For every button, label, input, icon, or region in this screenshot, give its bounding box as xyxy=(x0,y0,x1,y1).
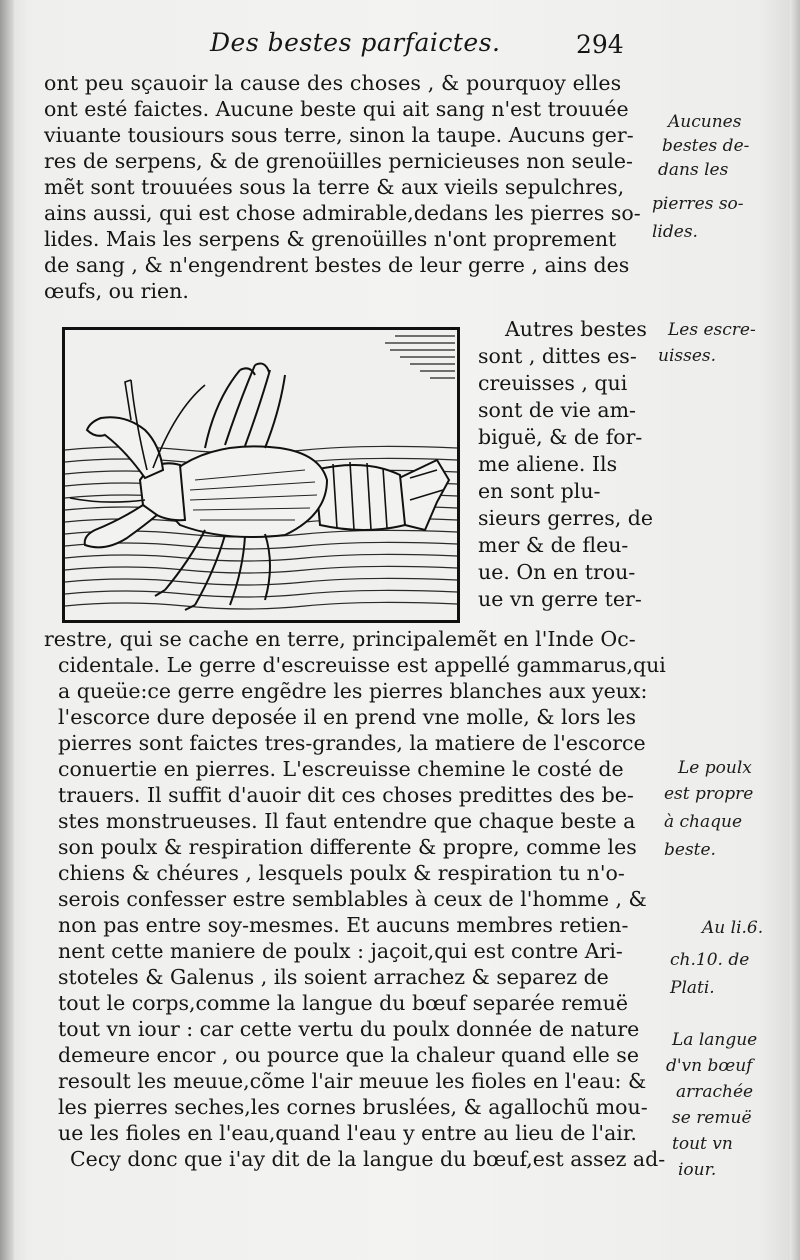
margin-note-line: beste. xyxy=(664,840,716,860)
text-line: de sang , & n'engendrent bestes de leur gerre , ains des xyxy=(44,253,630,277)
text-line: ue les fioles en l'eau,quand l'eau y entre au lieu de l'air. xyxy=(58,1121,637,1145)
page-edge-shadow xyxy=(790,0,800,1260)
margin-note-line: Plati. xyxy=(670,978,715,998)
margin-note-line: d'vn bœuf xyxy=(666,1056,753,1076)
text-line: les pierres seches,les cornes bruslées, & agallochũ mou- xyxy=(58,1095,648,1119)
margin-note-line: Le poulx xyxy=(678,758,752,778)
crayfish-woodcut xyxy=(62,327,460,623)
text-line: œufs, ou rien. xyxy=(44,279,189,303)
page-number: 294 xyxy=(576,30,624,59)
text-line: tout vn iour : car cette vertu du poulx donnée de nature xyxy=(58,1017,640,1041)
margin-note-line: arrachée xyxy=(676,1082,754,1102)
margin-note-line: Au li.6. xyxy=(702,918,764,938)
text-line: stoteles & Galenus , ils soient arrachez & separez de xyxy=(58,965,609,989)
text-line: sieurs gerres, de xyxy=(478,506,654,530)
margin-note-line: tout vn xyxy=(672,1134,733,1154)
margin-note-line: Aucunes xyxy=(668,112,742,132)
text-line: chiens & chéures , lesquels poulx & respiration tu n'o- xyxy=(58,861,625,885)
text-line: mer & de fleu- xyxy=(478,533,629,557)
text-line: sont de vie am- xyxy=(478,398,636,422)
text-line: ue vn gerre ter- xyxy=(478,587,642,611)
text-line: restre, qui se cache en terre, principalemẽt en l'Inde Oc- xyxy=(44,627,636,651)
margin-note-line: est propre xyxy=(664,784,754,804)
text-line: pierres sont faictes tres-grandes, la matiere de l'escorce xyxy=(58,731,646,755)
text-line: biguë, & de for- xyxy=(478,425,643,449)
margin-note-line: uisses. xyxy=(658,346,717,366)
text-line: mẽt sont trouuées sous la terre & aux vieils sepulchres, xyxy=(44,175,625,199)
text-line: creuisses , qui xyxy=(478,371,628,395)
text-line: tout le corps,comme la langue du bœuf separée remuë xyxy=(58,991,628,1015)
text-line: stes monstrueuses. Il faut entendre que chaque beste a xyxy=(58,809,636,833)
margin-note-line: lides. xyxy=(652,222,698,242)
margin-note-line: iour. xyxy=(678,1160,717,1180)
margin-note-line: à chaque xyxy=(664,812,743,832)
text-line: ue. On en trou- xyxy=(478,560,636,584)
text-line: demeure encor , ou pource que la chaleur quand elle se xyxy=(58,1043,639,1067)
running-title: Des bestes parfaictes. xyxy=(210,28,501,57)
text-line: en sont plu- xyxy=(478,479,601,503)
text-line: res de serpens, & de grenoüilles pernicieuses non seule- xyxy=(44,149,633,173)
text-line: resoult les meuue,cõme l'air meuue les fioles en l'eau: & xyxy=(58,1069,647,1093)
text-line: Autres bestes xyxy=(505,317,647,341)
text-line: me aliene. Ils xyxy=(478,452,618,476)
text-line: sont , dittes es- xyxy=(478,344,637,368)
text-line: Cecy donc que i'ay dit de la langue du bœuf,est assez ad- xyxy=(70,1147,666,1171)
margin-note-line: se remuë xyxy=(672,1108,752,1128)
text-line: conuertie en pierres. L'escreuisse chemine le costé de xyxy=(58,757,624,781)
margin-note-line: pierres so- xyxy=(652,194,744,214)
margin-note-line: dans les xyxy=(658,160,729,180)
text-line: a queüe:ce gerre engẽdre les pierres blanches aux yeux: xyxy=(58,679,648,703)
page-binding-shadow xyxy=(0,0,14,1260)
text-line: serois confesser estre semblables à ceux de l'homme , & xyxy=(58,887,647,911)
text-line: son poulx & respiration differente & propre, comme les xyxy=(58,835,637,859)
text-line: nent cette maniere de poulx : jaçoit,qui est contre Ari- xyxy=(58,939,623,963)
text-line: non pas entre soy-mesmes. Et aucuns membres retien- xyxy=(58,913,629,937)
text-line: l'escorce dure deposée il en prend vne molle, & lors les xyxy=(58,705,636,729)
text-line: ains aussi, qui est chose admirable,dedans les pierres so- xyxy=(44,201,641,225)
margin-note-line: Les escre- xyxy=(668,320,756,340)
margin-note-line: La langue xyxy=(672,1030,758,1050)
margin-note-line: bestes de- xyxy=(662,136,750,156)
text-line: lides. Mais les serpens & grenoüilles n'ont proprement xyxy=(44,227,617,251)
text-line: ont peu sçauoir la cause des choses , & pourquoy elles xyxy=(44,71,622,95)
text-line: ont esté faictes. Aucune beste qui ait sang n'est trouuée xyxy=(44,97,629,121)
text-line: cidentale. Le gerre d'escreuisse est appellé gammarus,qui xyxy=(58,653,666,677)
text-line: viuante tousiours sous terre, sinon la taupe. Aucuns ger- xyxy=(44,123,634,147)
margin-note-line: ch.10. de xyxy=(670,950,750,970)
text-line: trauers. Il suffit d'auoir dit ces choses predittes des be- xyxy=(58,783,634,807)
